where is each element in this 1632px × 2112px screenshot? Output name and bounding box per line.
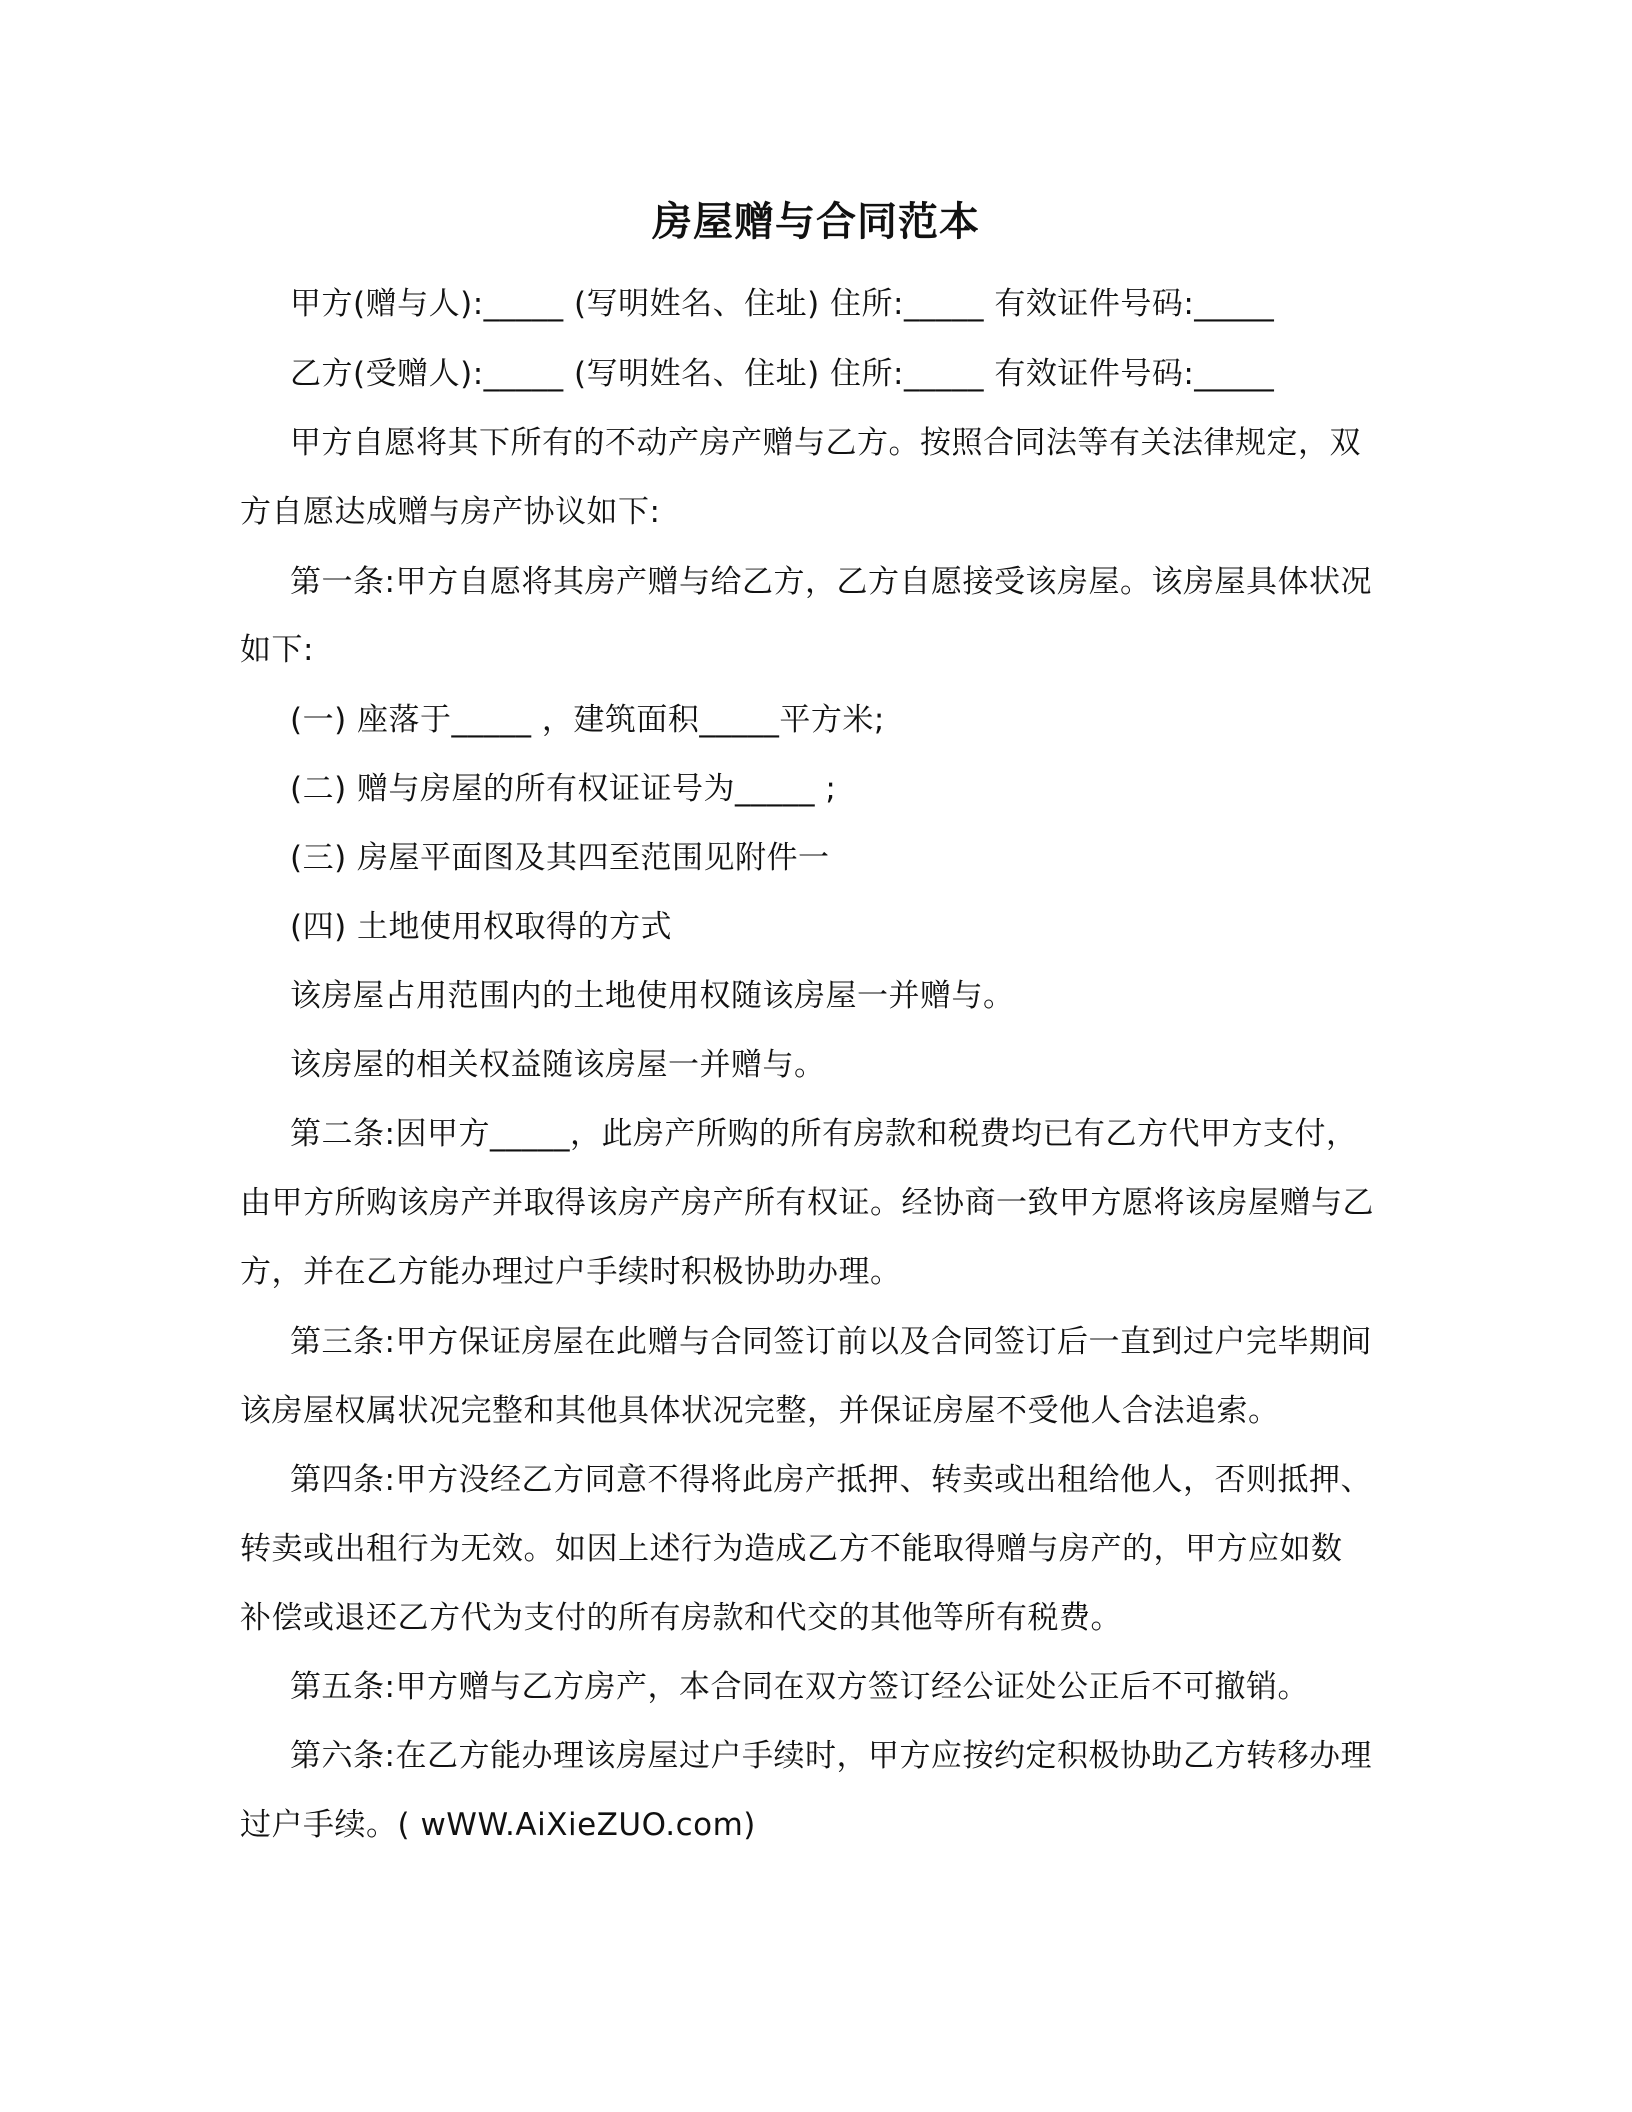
article-4-line-2: 转卖或出租行为无效。如因上述行为造成乙方不能取得赠与房产的，甲方应如数 bbox=[240, 1531, 1343, 1567]
article-3-line-1: 第三条:甲方保证房屋在此赠与合同签订前以及合同签订后一直到过户完毕期间 bbox=[290, 1324, 1372, 1360]
land-use-line: 该房屋占用范围内的土地使用权随该房屋一并赠与。 bbox=[290, 978, 1015, 1014]
rights-line: 该房屋的相关权益随该房屋一并赠与。 bbox=[290, 1047, 826, 1083]
preamble-line-2: 方自愿达成赠与房产协议如下: bbox=[240, 494, 661, 530]
article-4-line-1: 第四条:甲方没经乙方同意不得将此房产抵押、转卖或出租给他人，否则抵押、 bbox=[290, 1462, 1372, 1498]
item-4-line: (四) 土地使用权取得的方式 bbox=[290, 909, 673, 945]
article-6-line-2: 过户手续。( wWW.AiXieZUO.com) bbox=[240, 1807, 756, 1843]
party-a-line: 甲方(赠与人):_____ (写明姓名、住址) 住所:_____ 有效证件号码:_____ bbox=[290, 286, 1275, 322]
article-1-line-1: 第一条:甲方自愿将其房产赠与给乙方，乙方自愿接受该房屋。该房屋具体状况 bbox=[290, 564, 1372, 600]
article-6-line-1: 第六条:在乙方能办理该房屋过户手续时，甲方应按约定积极协助乙方转移办理 bbox=[290, 1738, 1372, 1774]
article-3-line-2: 该房屋权属状况完整和其他具体状况完整，并保证房屋不受他人合法追索。 bbox=[240, 1393, 1280, 1429]
item-1-line: (一) 座落于_____ ，建筑面积_____平方米; bbox=[290, 702, 885, 738]
item-2-line: (二) 赠与房屋的所有权证证号为_____ ; bbox=[290, 771, 837, 807]
article-2-line-2: 由甲方所购该房产并取得该房产房产所有权证。经协商一致甲方愿将该房屋赠与乙 bbox=[240, 1185, 1374, 1221]
article-2-line-1: 第二条:因甲方_____，此房产所购的所有房款和税费均已有乙方代甲方支付， bbox=[290, 1116, 1358, 1152]
document-title: 房屋赠与合同范本 bbox=[652, 199, 980, 245]
article-4-line-3: 补偿或退还乙方代为支付的所有房款和代交的其他等所有税费。 bbox=[240, 1600, 1122, 1636]
item-3-line: (三) 房屋平面图及其四至范围见附件一 bbox=[290, 840, 830, 876]
party-b-line: 乙方(受赠人):_____ (写明姓名、住址) 住所:_____ 有效证件号码:_____ bbox=[290, 356, 1275, 392]
article-1-line-2: 如下: bbox=[240, 632, 314, 668]
article-5-line: 第五条:甲方赠与乙方房产，本合同在双方签订经公证处公正后不可撤销。 bbox=[290, 1669, 1309, 1705]
article-2-line-3: 方，并在乙方能办理过户手续时积极协助办理。 bbox=[240, 1254, 902, 1290]
preamble-line-1: 甲方自愿将其下所有的不动产房产赠与乙方。按照合同法等有关法律规定，双 bbox=[290, 425, 1361, 461]
